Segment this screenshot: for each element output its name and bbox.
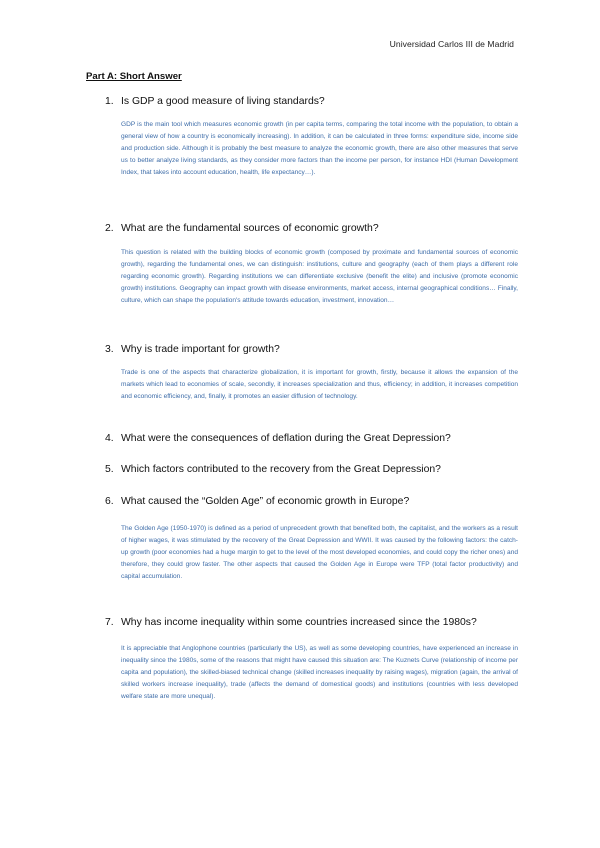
question-number: 7. (105, 617, 114, 628)
question-number: 5. (105, 464, 114, 475)
question-number: 4. (105, 433, 114, 444)
question-5 (105, 464, 525, 475)
question-number: 2. (105, 223, 114, 234)
section-title: Part A: Short Answer (86, 71, 182, 82)
question-6 (105, 496, 525, 507)
question-text: Is GDP a good measure of living standards? (121, 96, 325, 107)
question-2 (105, 223, 525, 234)
question-3 (105, 344, 525, 355)
question-text: What caused the “Golden Age” of economic growth in Europe? (121, 496, 410, 507)
answer-2: This question is related with the building blocks of economic growth (composed by proximate and fundamental sources of economic growth), regarding the fundamental ones, we can distinguish: institutions, culture and geography (each of them plays a different role regarding economic growth). Regarding institutions we can differentiate exclusive (benefit the elite) and inclusive (promote economic growth) institutions. Geography can impact growth with disease environments, market access, internal geographical conditions… Finally, culture, which can shape the population's attitude towards education, investment, innovation… (121, 249, 518, 305)
answer-3: Trade is one of the aspects that characterize globalization, it is important for growth, firstly, because it allows the expansion of the markets which lead to economies of scale, secondly, it increases specialization and thus, efficiency; in addition, it increases competition and economic efficiency, and, finally, it promotes an easier diffusion of technology. (121, 369, 518, 401)
question-1 (105, 96, 525, 107)
question-text: What are the fundamental sources of economic growth? (121, 223, 379, 234)
answer-1: GDP is the main tool which measures economic growth (in per capita terms, comparing the total income with the population, to obtain a general view of how a country is economically increasing). In addition, it can be calculated in three forms: expenditure side, income side and production side. Although it is probably the best measure to analyze the economic growth, there are also other measures that serve us to better analyze living standards, as they consider more factors than the income per person, for instance HDI (Human Development Index, that takes into account education, health, life expectancy…). (121, 121, 518, 177)
answer-6: The Golden Age (1950-1970) is defined as a period of unprecedent growth that benefited both, the capitalist, and the workers as a result of higher wages, it was stimulated by the recovery of the Great Depression and WWII. It was caused by the following factors: the catch-up growth (poor economies had a huge margin to get to the level of the most developed economies, and could copy the richer ones) and therefore, they could grow faster. The other aspects that caused the Golden Age in Europe were TFP (total factor productivity) and capital accumulation. (121, 525, 518, 581)
question-number: 6. (105, 496, 114, 507)
question-text: Why is trade important for growth? (121, 344, 280, 355)
question-number: 1. (105, 96, 114, 107)
question-number: 3. (105, 344, 114, 355)
question-text: Why has income inequality within some countries increased since the 1980s? (121, 617, 477, 628)
question-text: What were the consequences of deflation during the Great Depression? (121, 433, 451, 444)
question-text: Which factors contributed to the recovery from the Great Depression? (121, 464, 441, 475)
question-7 (105, 617, 525, 628)
question-4 (105, 433, 525, 444)
answer-7: It is appreciable that Anglophone countries (particularly the US), as well as some developing countries, have experienced an increase in inequality since the 1980s, some of the reasons that might have caused this situation are: The Kuznets Curve (relationship of income per capita and population), the skilled-biased technical change (skilled increases inequality by raising wages), migration (again, the arrival of skilled workers increase inequality), trade (affects the demand of domestical goods) and institutions (countries with less developed welfare state are more unequal). (121, 645, 518, 701)
header-institution: Universidad Carlos III de Madrid (389, 39, 514, 49)
